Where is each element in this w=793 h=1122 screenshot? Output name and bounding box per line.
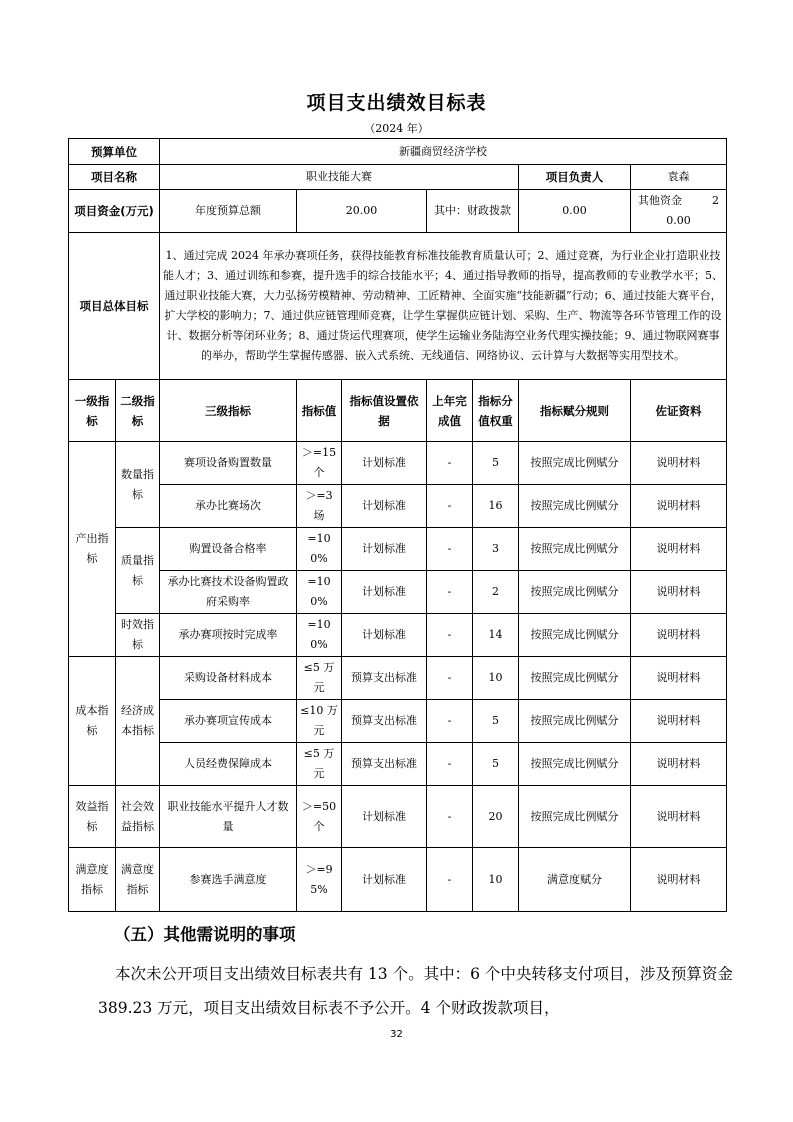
indicator-basis: 预算支出标准 bbox=[342, 657, 427, 700]
col-value: 指标值 bbox=[297, 380, 342, 442]
scoring-rule: 按照完成比例赋分 bbox=[519, 657, 631, 700]
prev-value: - bbox=[427, 743, 473, 786]
subgroup-quality: 质量指标 bbox=[116, 528, 160, 614]
prev-value: - bbox=[427, 528, 473, 571]
table-row bbox=[69, 614, 727, 657]
other-funds-label: 其他资金 bbox=[638, 194, 683, 207]
indicator: 人员经费保障成本 bbox=[160, 743, 297, 786]
prev-value: - bbox=[427, 485, 473, 528]
evidence: 说明材料 bbox=[631, 657, 727, 700]
weight: 5 bbox=[473, 700, 519, 743]
group-output: 产出指标 bbox=[69, 442, 116, 657]
scoring-rule: 按照完成比例赋分 bbox=[519, 485, 631, 528]
project-name-value: 职业技能大赛 bbox=[160, 165, 519, 190]
indicator: 承办赛项宣传成本 bbox=[160, 700, 297, 743]
weight: 3 bbox=[473, 528, 519, 571]
col-weight: 指标分值权重 bbox=[473, 380, 519, 442]
indicator: 采购设备材料成本 bbox=[160, 657, 297, 700]
col-level2: 二级指标 bbox=[116, 380, 160, 442]
fiscal-allocation-value: 0.00 bbox=[519, 190, 631, 233]
section-heading: （五）其他需说明的事项 bbox=[114, 925, 296, 944]
table-row bbox=[69, 571, 727, 614]
scoring-rule: 按照完成比例赋分 bbox=[519, 700, 631, 743]
project-fund-label: 项目资金(万元) bbox=[69, 190, 160, 233]
indicator: 承办赛项按时完成率 bbox=[160, 614, 297, 657]
year-label: （2024 年） bbox=[364, 122, 429, 135]
project-owner-label: 项目负责人 bbox=[519, 165, 631, 190]
table-row bbox=[69, 528, 727, 571]
indicator: 承办比赛技术设备购置政府采购率 bbox=[160, 571, 297, 614]
indicator-value: =100% bbox=[297, 528, 342, 571]
subgroup-quantity: 数量指标 bbox=[116, 442, 160, 528]
col-prev-value: 上年完成值 bbox=[427, 380, 473, 442]
subgroup-economic-cost: 经济成本指标 bbox=[116, 657, 160, 786]
row-project-name bbox=[69, 165, 727, 190]
indicator-value: ＞=95% bbox=[297, 848, 342, 912]
evidence: 说明材料 bbox=[631, 614, 727, 657]
weight: 10 bbox=[473, 657, 519, 700]
scoring-rule: 按照完成比例赋分 bbox=[519, 786, 631, 848]
col-level3: 三级指标 bbox=[160, 380, 297, 442]
evidence: 说明材料 bbox=[631, 571, 727, 614]
body-paragraph: 本次未公开项目支出绩效目标表共有 13 个。其中：6 个中央转移支付项目，涉及预算资金 389.23 万元，项目支出绩效目标表不予公开。4 个财政拨款项目， bbox=[98, 965, 733, 1017]
indicator-value: ≤5 万元 bbox=[297, 657, 342, 700]
table-header-row bbox=[69, 380, 727, 442]
indicator-value: ＞=3场 bbox=[297, 485, 342, 528]
scoring-rule: 满意度赋分 bbox=[519, 848, 631, 912]
indicator: 购置设备合格率 bbox=[160, 528, 297, 571]
evidence: 说明材料 bbox=[631, 700, 727, 743]
indicator-basis: 计划标准 bbox=[342, 614, 427, 657]
indicator-value: ＞=15个 bbox=[297, 442, 342, 485]
col-basis: 指标值设置依据 bbox=[342, 380, 427, 442]
indicator-basis: 计划标准 bbox=[342, 528, 427, 571]
evidence: 说明材料 bbox=[631, 743, 727, 786]
project-owner-value: 袁森 bbox=[631, 165, 727, 190]
indicator-value: ≤5 万元 bbox=[297, 743, 342, 786]
weight: 16 bbox=[473, 485, 519, 528]
row-project-funds bbox=[69, 190, 727, 233]
prev-value: - bbox=[427, 571, 473, 614]
scoring-rule: 按照完成比例赋分 bbox=[519, 571, 631, 614]
subgroup-satisfaction: 满意度指标 bbox=[116, 848, 160, 912]
indicator-value: ＞=50个 bbox=[297, 786, 342, 848]
other-funds-amount: 20.00 bbox=[666, 194, 720, 227]
evidence: 说明材料 bbox=[631, 528, 727, 571]
evidence: 说明材料 bbox=[631, 848, 727, 912]
indicator-basis: 预算支出标准 bbox=[342, 743, 427, 786]
budget-unit-value: 新疆商贸经济学校 bbox=[160, 139, 727, 165]
indicator-basis: 计划标准 bbox=[342, 485, 427, 528]
overall-goal-label: 项目总体目标 bbox=[69, 233, 160, 380]
indicator: 职业技能水平提升人才数量 bbox=[160, 786, 297, 848]
indicator-value: ≤10 万元 bbox=[297, 700, 342, 743]
indicator-value: =100% bbox=[297, 614, 342, 657]
scoring-rule: 按照完成比例赋分 bbox=[519, 614, 631, 657]
indicator: 承办比赛场次 bbox=[160, 485, 297, 528]
project-name-label: 项目名称 bbox=[69, 165, 160, 190]
group-cost: 成本指标 bbox=[69, 657, 116, 786]
indicator-basis: 预算支出标准 bbox=[342, 700, 427, 743]
weight: 10 bbox=[473, 848, 519, 912]
indicator: 参赛选手满意度 bbox=[160, 848, 297, 912]
prev-value: - bbox=[427, 848, 473, 912]
indicator: 赛项设备购置数量 bbox=[160, 442, 297, 485]
table-row bbox=[69, 743, 727, 786]
row-budget-unit bbox=[69, 139, 727, 165]
overall-goal-text: 1、通过完成 2024 年承办赛项任务，获得技能教育标准技能教育质量认可；2、通过竞赛，为行业企业打造职业技能人才；3、通过训练和参赛，提升选手的综合技能水平；4、通过指导教师的指导，提高教师的专业教学水平；5、通过职业技能大赛，大力弘扬劳模精神、劳动精神、工匠精神、全面实施“技能新疆”行动；6、通过技能大赛平台，扩大学校的影响力；7、通过供应链管理师竞赛，让学生掌握供应链计划、采购、生产、物流等各环节管理工作的设计、数据分析等闭环业务；8、通过货运代理赛项，使学生运输业务陆海空业务代理实操技能；9、通过物联网赛事的举办，帮助学生掌握传感器、嵌入式系统、无线通信、网络协议、云计算与大数据等实用型技术。 bbox=[160, 233, 727, 380]
subgroup-timeliness: 时效指标 bbox=[116, 614, 160, 657]
prev-value: - bbox=[427, 786, 473, 848]
weight: 2 bbox=[473, 571, 519, 614]
table-row bbox=[69, 700, 727, 743]
table-row bbox=[69, 485, 727, 528]
page-title: 项目支出绩效目标表 bbox=[306, 92, 487, 114]
budget-unit-label: 预算单位 bbox=[69, 139, 160, 165]
weight: 20 bbox=[473, 786, 519, 848]
prev-value: - bbox=[427, 442, 473, 485]
annual-budget-label: 年度预算总额 bbox=[160, 190, 297, 233]
row-overall-goal bbox=[69, 233, 727, 380]
evidence: 说明材料 bbox=[631, 786, 727, 848]
performance-table bbox=[68, 138, 727, 912]
table-row bbox=[69, 657, 727, 700]
evidence: 说明材料 bbox=[631, 485, 727, 528]
table-row bbox=[69, 442, 727, 485]
indicator-basis: 计划标准 bbox=[342, 848, 427, 912]
indicator-value: =100% bbox=[297, 571, 342, 614]
group-satisfaction: 满意度指标 bbox=[69, 848, 116, 912]
other-funds-value bbox=[631, 190, 727, 233]
scoring-rule: 按照完成比例赋分 bbox=[519, 528, 631, 571]
indicator-basis: 计划标准 bbox=[342, 442, 427, 485]
weight: 5 bbox=[473, 743, 519, 786]
weight: 5 bbox=[473, 442, 519, 485]
prev-value: - bbox=[427, 614, 473, 657]
annual-budget-value: 20.00 bbox=[297, 190, 427, 233]
fiscal-allocation-label: 其中：财政拨款 bbox=[427, 190, 519, 233]
group-benefit: 效益指标 bbox=[69, 786, 116, 848]
weight: 14 bbox=[473, 614, 519, 657]
table-row bbox=[69, 848, 727, 912]
indicator-basis: 计划标准 bbox=[342, 571, 427, 614]
table-row bbox=[69, 786, 727, 848]
prev-value: - bbox=[427, 700, 473, 743]
page-number: 32 bbox=[390, 1029, 403, 1040]
prev-value: - bbox=[427, 657, 473, 700]
col-level1: 一级指标 bbox=[69, 380, 116, 442]
scoring-rule: 按照完成比例赋分 bbox=[519, 442, 631, 485]
evidence: 说明材料 bbox=[631, 442, 727, 485]
col-rule: 指标赋分规则 bbox=[519, 380, 631, 442]
scoring-rule: 按照完成比例赋分 bbox=[519, 743, 631, 786]
col-evidence: 佐证资料 bbox=[631, 380, 727, 442]
subgroup-social-benefit: 社会效益指标 bbox=[116, 786, 160, 848]
indicator-basis: 计划标准 bbox=[342, 786, 427, 848]
